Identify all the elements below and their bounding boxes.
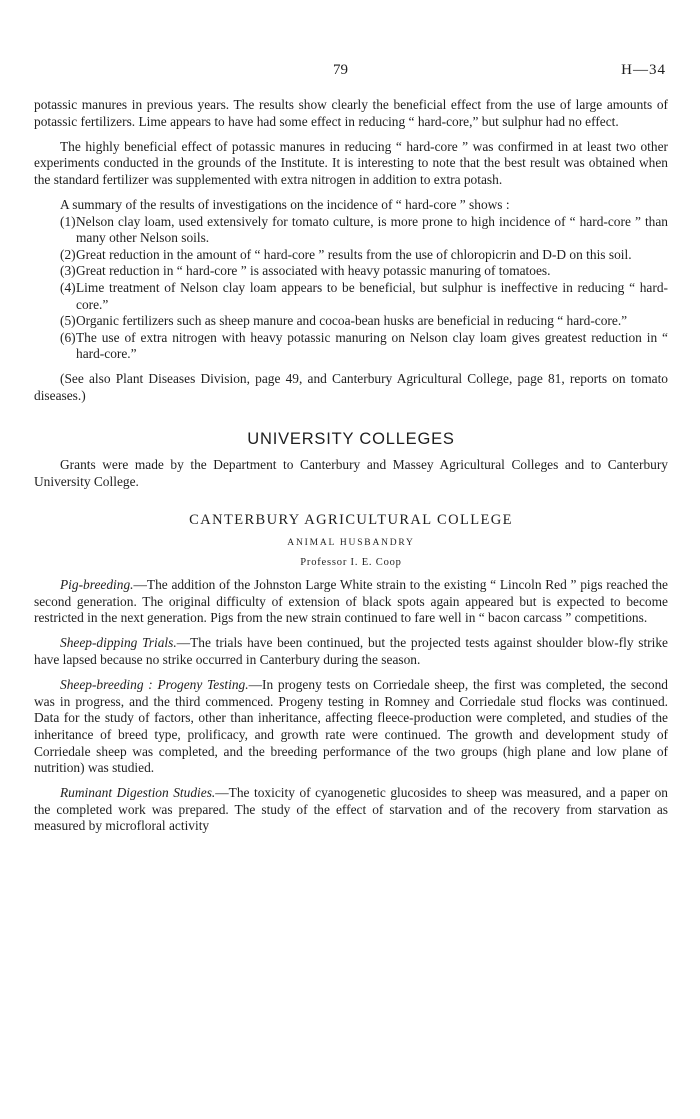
summary-item-number: (6) <box>60 329 76 345</box>
sheep-dipping-paragraph <box>34 635 668 668</box>
college-title: CANTERBURY AGRICULTURAL COLLEGE <box>189 512 513 529</box>
paragraph-text: —The toxicity of cyanogenetic glucosides to sheep was measured, and a paper on the completed work was prepared. The study of the effect of starvation and of the recovery from starvation as measured by microfloral activity <box>34 785 668 834</box>
department-heading: ANIMAL HUSBANDRY <box>287 537 415 548</box>
run-in-heading: Sheep-dipping Trials. <box>60 635 177 651</box>
summary-item-number: (4) <box>60 279 76 295</box>
summary-item-text: Great reduction in the amount of “ hard-core ” results from the use of chloropicrin and D-D on this soil. <box>76 246 632 262</box>
summary-item <box>34 263 668 280</box>
summary-item-number: (3) <box>60 263 76 279</box>
sheep-breeding-paragraph <box>34 677 668 777</box>
section-title-university-colleges: UNIVERSITY COLLEGES <box>247 429 455 448</box>
summary-item <box>34 280 668 313</box>
paragraph-text: —The addition of the Johnston Large White strain to the existing “ Lincoln Red ” pigs reached the second generation. The original difficulty of extension of black spots again appeared but is expected to become restricted in the next generation. Pigs from the new strain continued to fare well in “ bacon carcass ” competitions. <box>34 577 668 626</box>
summary-item <box>34 214 668 247</box>
summary-item-text: Great reduction in “ hard-core ” is associated with heavy potassic manuring of tomatoes. <box>76 263 551 279</box>
summary-item-text: Organic fertilizers such as sheep manure and cocoa-bean husks are beneficial in reducing “ hard-core.” <box>76 313 628 329</box>
run-in-heading: Ruminant Digestion Studies. <box>60 785 216 801</box>
paragraph-text: —In progeny tests on Corriedale sheep, the first was completed, the second was in progress, and the third commenced. Progeny testing in Romney and Corriedale stud flocks was continued. Data for the study of factors, other than inheritance, affecting fleece-production were completed, and studies of the inheritance of breed type, prolificacy, and growth rate were continued. The growth and development study of Corriedale sheep was completed, and the breeding performance of the two groups (high plane and low plane of nutrition) was studied. <box>34 677 669 776</box>
summary-item-number: (2) <box>60 246 76 262</box>
run-in-heading: Sheep-breeding : Progeny Testing. <box>60 677 249 693</box>
summary-item-text: Nelson clay loam, used extensively for tomato culture, is more prone to high incidence of “ hard-core ” than many other Nelson soils. <box>76 213 668 246</box>
summary-item <box>34 247 668 264</box>
intro-paragraph: The highly beneficial effect of potassic manures in reducing “ hard-core ” was confirmed in at least two other experiments conducted in the grounds of the Institute. It is interesting to note that the best result was obtained when the standard fertilizer was supplemented with extra nitrogen in addition to extra potash. <box>34 138 668 187</box>
pig-breeding-paragraph <box>34 577 668 627</box>
page-number: 79 <box>333 62 348 78</box>
intro-paragraph-continued: potassic manures in previous years. The results show clearly the beneficial effect from the use of large amounts of potassic fertilizers. Lime appears to have had some effect in reducing “ hard-core,” but sulphur had no effect. <box>34 97 668 129</box>
summary-item-text: Lime treatment of Nelson clay loam appears to be beneficial, but sulphur is ineffective in reducing “ hard-core.” <box>76 279 668 312</box>
summary-item-text: The use of extra nitrogen with heavy potassic manuring on Nelson clay loam gives greatest reduction in “ hard-core.” <box>76 329 668 362</box>
summary-item <box>34 330 668 363</box>
summary-intro: A summary of the results of investigations on the incidence of “ hard-core ” shows : <box>60 196 510 212</box>
grants-paragraph: Grants were made by the Department to Canterbury and Massey Agricultural Colleges and to Canterbury University College. <box>34 457 668 489</box>
professor-name: Professor I. E. Coop <box>300 556 402 568</box>
summary-item-number: (5) <box>60 313 76 329</box>
document-reference: H—34 <box>621 62 666 78</box>
summary-list <box>34 214 668 363</box>
summary-item-number: (1) <box>60 213 76 229</box>
run-in-heading: Pig-breeding. <box>60 577 134 593</box>
ruminant-digestion-paragraph <box>34 785 668 835</box>
page-header <box>0 62 700 82</box>
page-body <box>34 97 668 835</box>
summary-item <box>34 313 668 330</box>
paragraph-text: —The trials have been continued, but the projected tests against shoulder blow-fly strike have lapsed because no strike occurred in Canterbury during the season. <box>34 635 668 668</box>
see-also-note: (See also Plant Diseases Division, page 49, and Canterbury Agricultural College, page 81, reports on tomato diseases.) <box>34 371 668 403</box>
